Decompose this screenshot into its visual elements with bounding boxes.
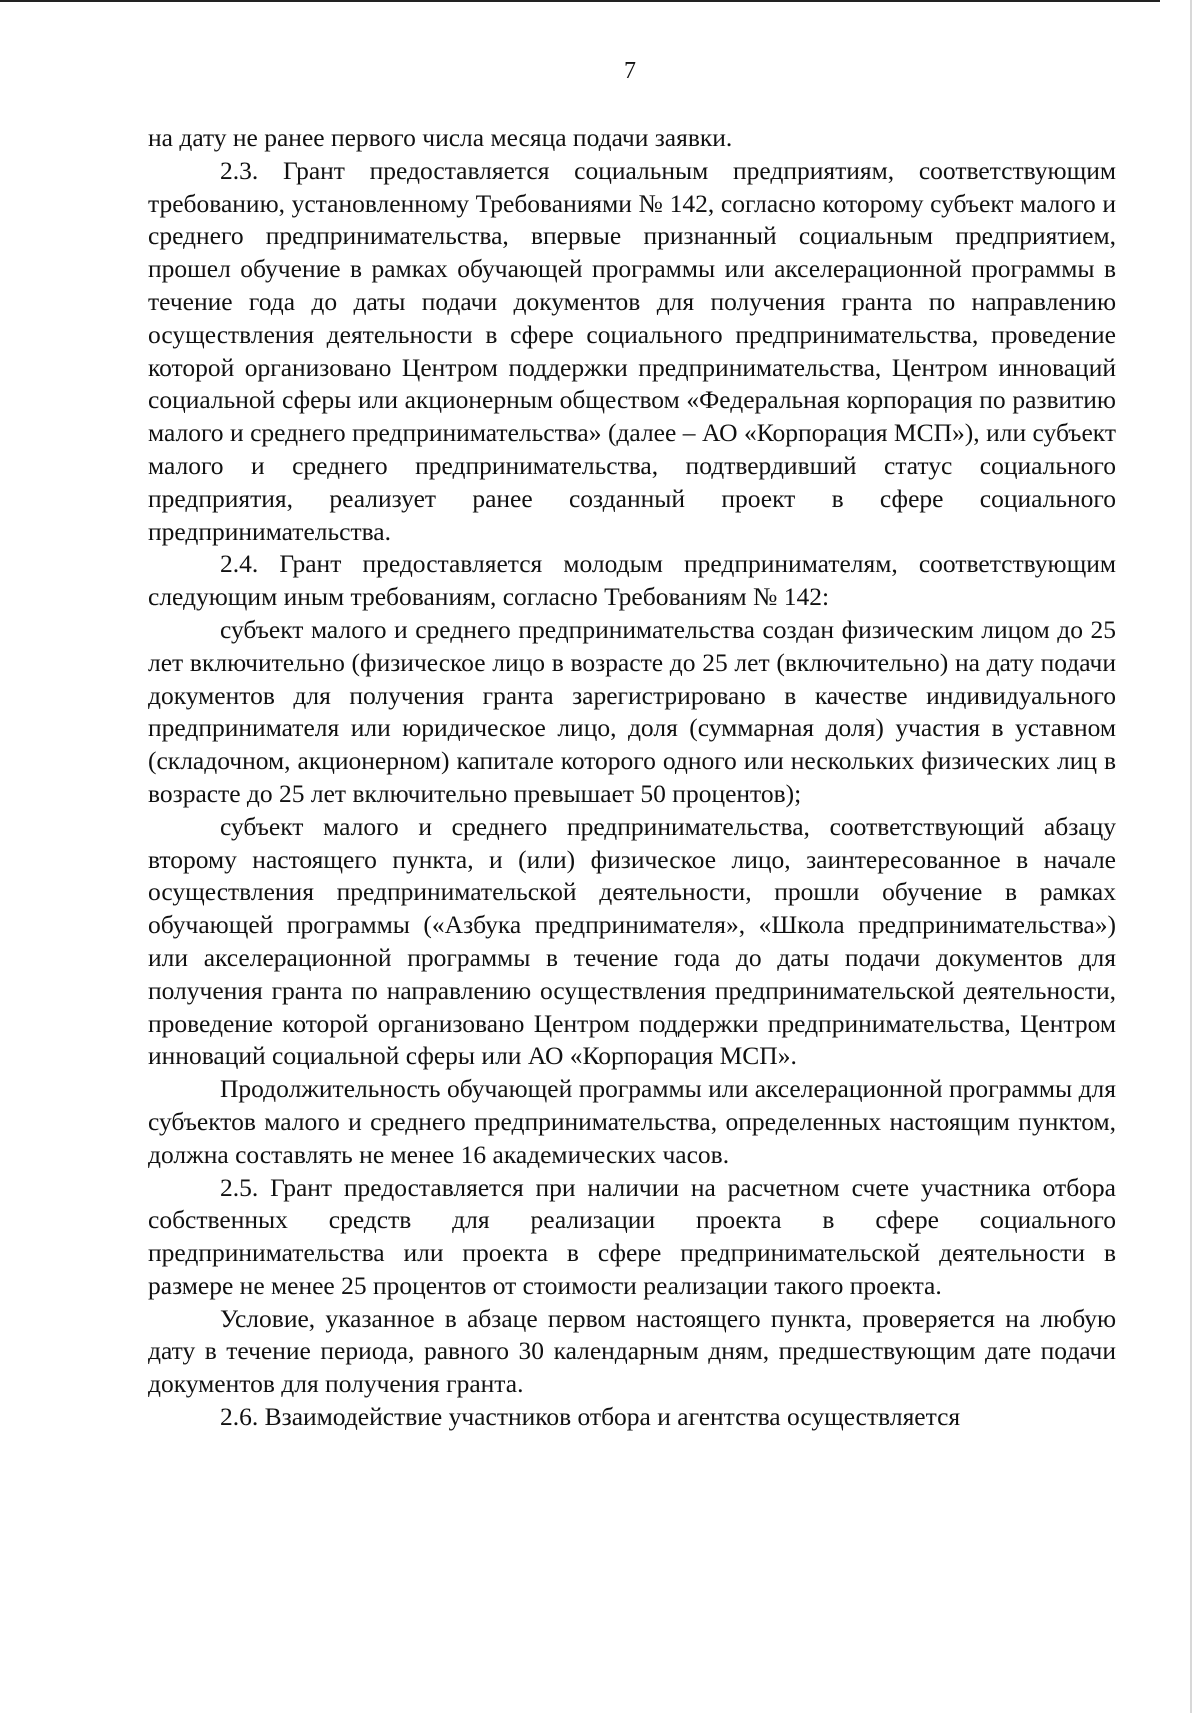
document-body (148, 122, 1116, 1434)
paragraph-continuation: на дату не ранее первого числа месяца подачи заявки. (148, 123, 733, 152)
scan-border-right (1190, 0, 1192, 1713)
paragraph-2-4-item-2: субъект малого и среднего предпринимательства, соответствующий абзацу второму настоящего пункта, и (или) физическое лицо, заинтересованное в начале осуществления предпринимательской деятельности, прошли обучение в рамках обучающей программы («Азбука предпринимателя», «Школа предпринимательства») или акселерационной программы в течение года до даты подачи документов для получения гранта по направлению осуществления предпринимательской деятельности, проведение которой организовано Центром поддержки предпринимательства, Центром инноваций социальной сферы или АО «Корпорация МСП». (148, 811, 1116, 1071)
paragraph-2-5-condition: Условие, указанное в абзаце первом настоящего пункта, проверяется на любую дату в течение периода, равного 30 календарным дням, предшествующим дате подачи документов для получения гранта. (148, 1303, 1116, 1399)
paragraph-duration: Продолжительность обучающей программы или акселерационной программы для субъектов малого и среднего предпринимательства, определенных настоящим пунктом, должна составлять не менее 16 академических часов. (148, 1074, 1116, 1169)
paragraph-2-4-item-1: субъект малого и среднего предпринимательства создан физическим лицом до 25 лет включительно (физическое лицо в возрасте до 25 лет (включительно) на дату подачи документов для получения гранта зарегистрировано в качестве индивидуального предпринимателя или юридическое лицо, доля (суммарная доля) участия в уставном (складочном, акционерном) капитале которого одного или нескольких физических лиц в возрасте до 25 лет включительно превышает 50 процентов); (148, 614, 1116, 808)
paragraph-2-6: 2.6. Взаимодействие участников отбора и агентства осуществляется (220, 1402, 961, 1432)
paragraph-2-5: 2.5. Грант предоставляется при наличии на расчетном счете участника отбора собственных средств для реализации проекта в сфере социального предпринимательства или проекта в сфере предпринимательской деятельности в размере не менее 25 процентов от стоимости реализации такого проекта. (148, 1172, 1116, 1300)
paragraph-2-4: 2.4. Грант предоставляется молодым предпринимателям, соответствующим следующим иным требованиям, согласно Требованиям № 142: (148, 549, 1116, 612)
page-number: 7 (624, 58, 636, 84)
scan-border-top (0, 0, 1160, 2)
paragraph-2-3: 2.3. Грант предоставляется социальным предприятиям, соответствующим требованию, установленному Требованиями № 142, согласно которому субъект малого и среднего предпринимательства, впервые признанный социальным предприятием, прошел обучение в рамках обучающей программы или акселерационной программы в течение года до даты подачи документов для получения гранта по направлению осуществления деятельности в сфере социального предпринимательства, проведение которой организовано Центром поддержки предпринимательства, Центром инноваций социальной сферы или акционерным обществом «Федеральная корпорация по развитию малого и среднего предпринимательства» (далее – АО «Корпорация МСП»), или субъект малого и среднего предпринимательства, подтвердивший статус социального предприятия, реализует ранее созданный проект в сфере социального предпринимательства. (148, 155, 1116, 546)
